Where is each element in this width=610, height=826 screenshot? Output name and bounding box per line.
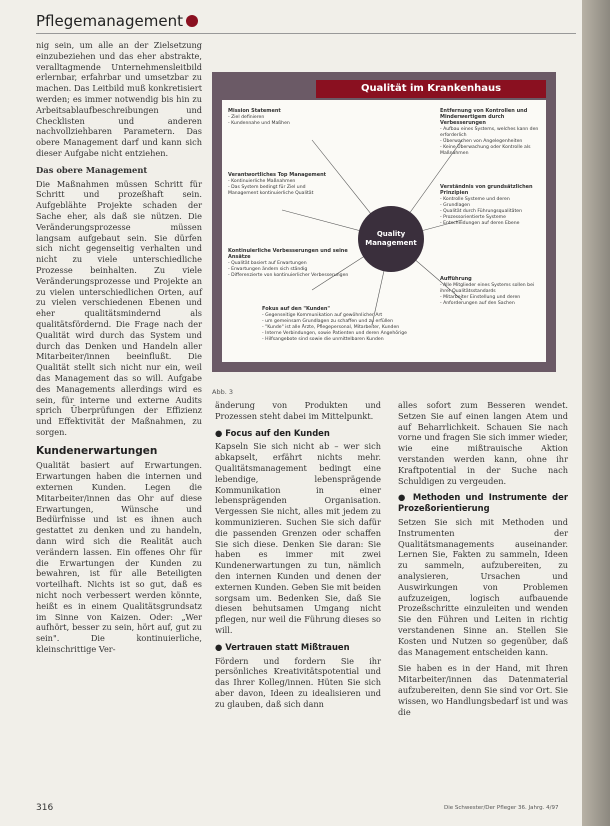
box-customer-focus-item: - Interne Verbindungen, sowie Patienten und deren Angehörige <box>262 331 408 336</box>
col1-intro: nig sein, um alle an der Zielsetzung einzubeziehen und das eher abstrakte, veralltagmende Unternehmensleitbild erlernbar, erfahrbar und umsetzbar zu machen. Das Leitbild muß konkretisiert werden; es immer notwendig bis hin zu Arbeitsablaufbeschreibungen und Checklisten und anderen nachvollziehbaren Parametern. Das obere Management darf und kann sich dieser Aufgabe nicht entziehen. <box>36 40 202 158</box>
col1-heading: Kundenerwartungen <box>36 444 158 457</box>
box-improvement-item: - Erwartungen ändern sich ständig <box>228 267 308 272</box>
figure-title: Qualität im Krankenhaus <box>316 80 546 98</box>
col3-intro: alles sofort zum Besseren wendet. Setzen Sie auf einen langen Atem und auf Beharrlichkeit. Schauen Sie nach vorne und fragen Sie sich immer wieder, wie eine mißtrauische Aktion verstanden werden kann, ohne ihr Kraftpotential in der Suche nach Schuldigen zu vergeuden. <box>398 400 568 486</box>
box-principles-item: - Prozessorientierte Systeme <box>440 215 506 220</box>
box-execution-item: - Anforderungen auf den Sachen <box>440 301 515 306</box>
box-top-management-item: - Kontinuierliche Maßnahmen <box>228 179 296 184</box>
col3-body1: Setzen Sie sich mit Methoden und Instrumenten der Qualitätsmanagements auseinander. Lernen Sie, Fakten zu sammeln, Ideen zu sammeln, aufzubereiten, zu analysieren, Ursachen und Auswirkungen von Problemen aufzuzeigen, logisch aufbauende Prozeßschritte einzuleiten und wenden Sie den Führen und Leiten in richtig verstandenen Sinne an. Stellen Sie Kosten und Nutzen so gegenüber, daß das Management entscheiden kann. <box>398 516 568 657</box>
section-title: Pflegemanagement <box>36 12 183 30</box>
col2-intro: änderung von Produkten und Prozessen steht dabei im Mittelpunkt. <box>215 400 381 421</box>
col1-body2: Qualität basiert auf Erwartungen. Erwartungen haben die internen und externen Kunden. Legen die Mitarbeiter/innen das Ohr auf diese Erwartungen, Wünsche und Bedürfnisse und ist es ihnen auch gestattet zu denken und zu handeln, dann wird sich die Realität auch verändern lassen. Ein offenes Ohr für die Erwartungen der Kunden zu bewahren, ist für alle Beteiligten vorteilhaft. Nichts ist so gut, daß es nicht noch verbessert werden könnte, heißt es in einem Qualitätsgrundsatz im Sinne von Kaizen. Oder: „Wer aufhört, besser zu sein, hört auf, gut zu sein". Die kontinuierliche, kleinschrittige Ver- <box>36 460 202 655</box>
column-2 <box>215 400 381 716</box>
col1-body1: Die Maßnahmen müssen Schritt für Schritt und prozeßhaft sein. Aufgeblähte Projekte schaden der Sache eher, als daß sie nützen. Die Veränderungsprozesse müssen langsam aufgebaut sein. Sie dürfen sich nicht gegenseitig verhalten und nicht zu viele unterschiedliche Prozesse beinhalten. Zu viele Veränderungsprozesse und Projekte an zu vielen unterschiedlichen Orten, auf zu vielen verschiedenen Ebenen und eher qualitätsmindernd als qualitätsfördernd. Die Frage nach der Qualität wird durch das System und durch das Denken und Handeln aller Mitarbeiter/innen beeinflußt. Die Qualität stellt sich nicht nur ein, weil das Management das so will. Aufgabe des Managements allerdings wird es sein, für interne und externe Audits sprich Überprüfungen der Effizienz und Effektivität der Maßnahmen, zu sorgen. <box>36 178 202 437</box>
box-principles-item: - Grundlagen <box>440 203 471 208</box>
box-removal <box>440 108 544 157</box>
quality-figure <box>212 72 556 372</box>
box-removal-item: - Aufbau eines Systems, welches kann den erforderlich <box>440 127 539 138</box>
box-principles-item: - Qualität durch Führungsqualitäten <box>440 209 522 214</box>
facing-page-edge <box>582 0 610 826</box>
box-customer-focus-item: - um gemeinsam Grundlagen zu schaffen und zu erfüllen <box>262 319 394 324</box>
box-mission-item: - Kundennahe und Maßhen <box>228 121 290 126</box>
box-improvement-title: Kontinuierliche Verbesserungen und seine Ansätze <box>228 248 348 260</box>
box-execution-title: Aufführung <box>440 276 472 282</box>
box-improvement-item: - Differenzierte von kontinuierlicher Verbesserungen <box>228 273 349 278</box>
page-number: 316 <box>36 803 54 813</box>
box-removal-title: Entfernung von Kontrollen und Minderwertigem durch Verbesserungen <box>440 108 528 126</box>
box-mission <box>228 108 338 127</box>
box-execution-item: - Alle Mitglieder eines Systems sollen bei ihrer Qualitätsstandards <box>440 283 535 294</box>
box-top-management <box>228 172 333 197</box>
quality-management-circle: Quality Management <box>358 206 424 272</box>
red-dot-icon <box>186 15 198 27</box>
box-principles <box>440 184 544 227</box>
col3-body2: Sie haben es in der Hand, mit Ihren Mitarbeiter/innen das Datenmaterial aufzubereiten, denn Sie sind vor Ort. Sie wissen, wo Handlungsbedarf ist und was die <box>398 663 568 717</box>
col2-body2: Fördern und fordern Sie ihr persönliches Kreativitätspotential und das Ihrer Kolleg/innen. Hüten Sie sich aber davon, Ideen zu idealisieren und zu glauben, daß sich dann <box>215 655 381 709</box>
box-improvement <box>228 248 358 279</box>
box-customer-focus-item: - Gegenseitige Kommunikation auf gewöhnlicher Art <box>262 313 383 318</box>
col2-heading-1: ● Focus auf den Kunden <box>215 428 381 439</box>
box-principles-title: Verständnis von grundsätzlichen Prinzipien <box>440 184 533 196</box>
box-improvement-item: - Qualität basiert auf Erwartungen <box>228 261 307 266</box>
box-top-management-title: Verantwortliches Top Management <box>228 172 327 178</box>
box-execution-item: - Mitarbeiter Einstellung und deren <box>440 295 521 300</box>
figure-caption: Abb. 3 <box>212 388 233 396</box>
section-header <box>36 12 198 30</box>
figure-panel <box>222 100 546 362</box>
box-customer-focus <box>262 306 472 343</box>
box-principles-item: - Kontrolle Systeme und deren <box>440 197 510 202</box>
journal-reference: Die Schwester/Der Pfleger 36. Jahrg. 4/97 <box>444 805 559 811</box>
col1-subhead: Das obere Management <box>36 164 148 175</box>
box-removal-item: - Überwachen von Angelegenheiten <box>440 139 523 144</box>
column-1 <box>36 40 202 661</box>
box-customer-focus-item: - "Kunde" ist alle Ärzte, Pflegepersonal, Mitarbeiter, Kunden <box>262 325 400 330</box>
header-rule <box>36 33 576 34</box>
column-3 <box>398 400 568 723</box>
box-customer-focus-item: - Hilfsangebote sind sowie die unmittelbaren Kunden <box>262 337 384 342</box>
col3-heading-1: ● Methoden und Instrumente der Prozeßorientierung <box>398 492 568 514</box>
box-mission-item: - Ziel definieren <box>228 115 265 120</box>
box-removal-item: - Keine Überwachung oder Kontrolle als Maßnahmen <box>440 145 531 156</box>
box-execution <box>440 276 544 307</box>
box-principles-item: - Entscheidungen auf deren Ebene <box>440 221 520 226</box>
col2-body1: Kapseln Sie sich nicht ab – wer sich abkapselt, erfährt nichts mehr. Qualitätsmanagement bedingt eine lebendige, lebensprägende Kommunikation in einer lebensprägenden Organisation. Vergessen Sie nicht, alles mit jedem zu kommunizieren. Suchen Sie sich dafür die passenden Grenzen oder schaffen Sie sich diese. Denken Sie daran: Sie haben es immer mit zwei Kundenerwartungen zu tun, nämlich den internen Kunden und denen der externen Kunden. Geben Sie mit beiden sorgsam um. Bedenken Sie, daß Sie diesen behutsamen Umgang nicht pflegen, nur weil die Führung dieses so will. <box>215 441 381 635</box>
box-top-management-item: - Das System bedingt für Ziel und Management kontinuierliche Qualität <box>228 185 314 196</box>
col2-heading-2: ● Vertrauen statt Mißtrauen <box>215 642 381 653</box>
box-mission-title: Mission Statement <box>228 108 281 114</box>
box-customer-focus-title: Fokus auf den "Kunden" <box>262 306 331 312</box>
